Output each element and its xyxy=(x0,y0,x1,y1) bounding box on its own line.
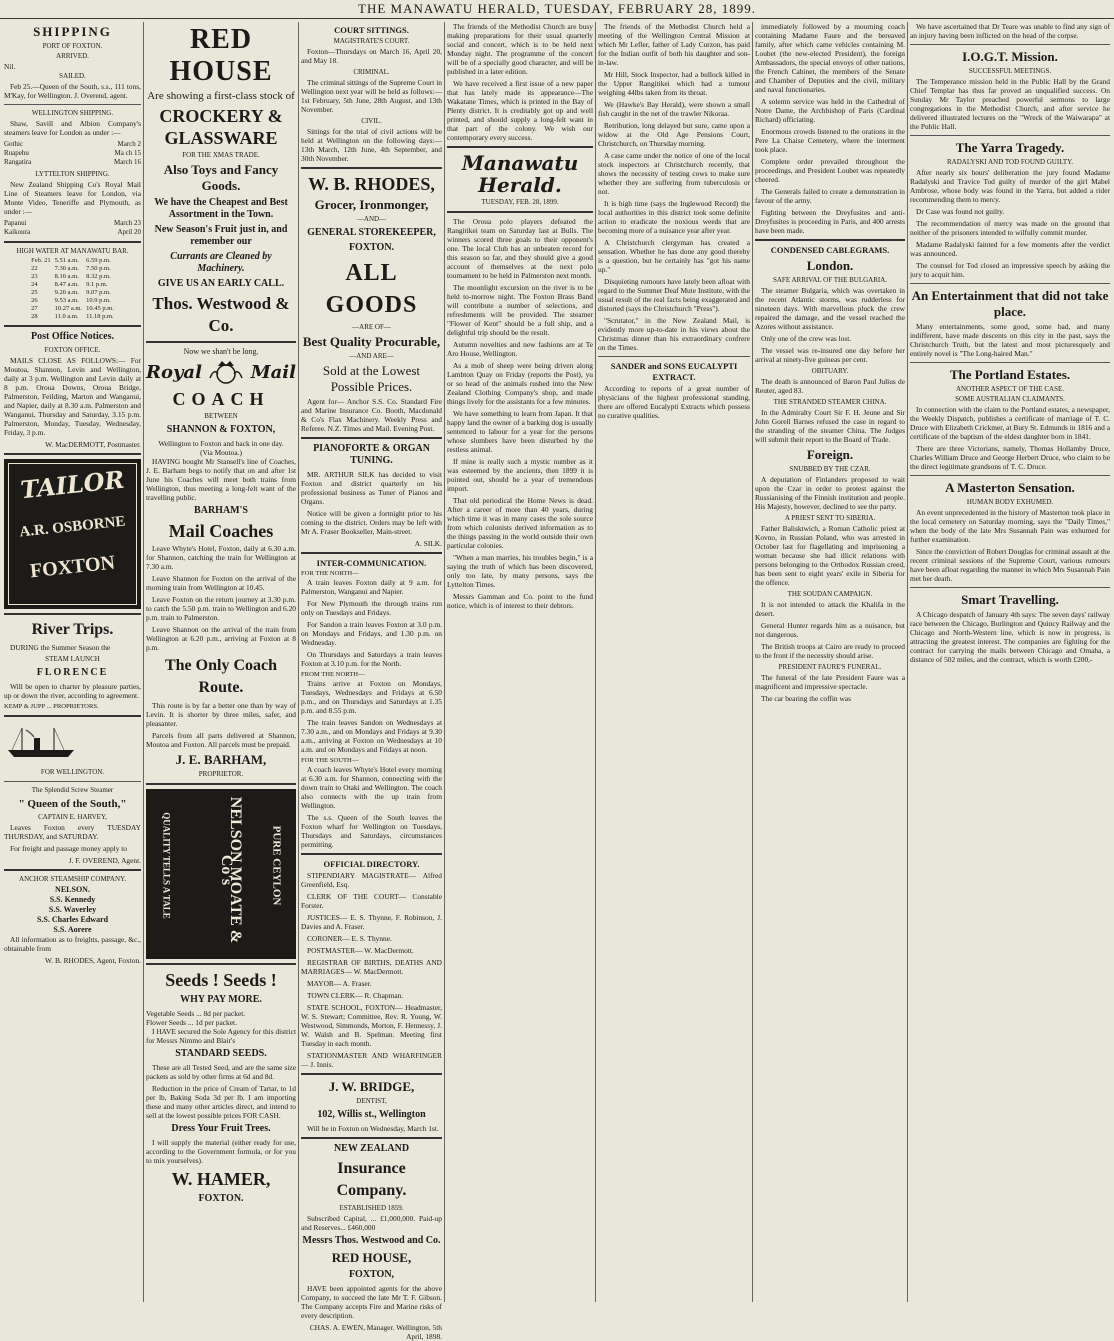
column-1 xyxy=(4,22,141,1302)
directory-entry: MAYOR— A. Fraser. xyxy=(307,979,372,988)
for-north-label: FOR THE NORTH— xyxy=(301,570,359,577)
inter-body: The train leaves Sandon on Wednesdays at 7.30 a.m., and on Mondays and Fridays at 9.30 a.m., arriving at Foxton on Wednesdays at 10 a.m. and on Mondays and Fridays at noon. xyxy=(301,718,442,754)
mail-coach-body: Leave Foxton on the return journey at 3.30 p.m. to catch the 5.50 p.m. train to Wellington and 6.20 p.m. train to Palmerston. xyxy=(146,595,296,622)
cheapest-line: We have the Cheapest and Best Assortment in the Town. xyxy=(154,197,288,220)
anchor-ship: S.S. Waverley xyxy=(48,905,97,914)
divider xyxy=(4,325,141,327)
divider xyxy=(146,963,296,965)
rhodes-agent: W. B. RHODES, Agent, Foxton. xyxy=(44,956,141,965)
inter-body: Trains arrive at Foxton on Mondays, Tuesdays, Wednesdays and Fridays at 6.50 p.m., and on Thursdays and Saturdays at 1.35 p.m. and 8.55 p.m. xyxy=(301,679,442,715)
table-row: Feb. 21 5.51 a.m. 6.59 p.m. xyxy=(31,257,111,264)
news-item: The moonlight excursion on the river is to be held to-morrow night. The Foxton Brass Band will contribute a number of selections, and refreshments will be provided. The steamer "Flower of Kent" should be a full ship, and a delightful trip should be the result. xyxy=(447,283,593,337)
capital-line: Subscribed Capital, ... £1,000,000. Paid-up and Reserves... £460,000 xyxy=(301,1214,442,1232)
mail-coach-body: Leave Whyte's Hotel, Foxton, daily at 6.30 a.m. for Shannon, catching the train for Wellington at 7.30 a.m. xyxy=(146,544,296,571)
postmaster-sign: W. MacDERMOTT, Postmaster. xyxy=(45,440,141,449)
news-item: Only one of the crew was lost. xyxy=(761,334,852,343)
for-wellington: FOR WELLINGTON. xyxy=(40,768,105,776)
london-heading: London. xyxy=(806,258,854,273)
divider xyxy=(4,453,141,455)
news-item: "Scrutator," in the New Zealand Mail, is evidently more up-to-date in his views about the Christmas dinner than his extraordinary confrere on the Times. xyxy=(598,316,750,352)
divider xyxy=(910,135,1110,136)
herald-date: TUESDAY, FEB. 28, 1899. xyxy=(481,198,559,206)
news-item: The counsel for Tod closed an impressive speech by asking the jury to acquit him. xyxy=(910,261,1110,279)
anchor-ship: S.S. Kennedy xyxy=(49,895,96,904)
queen-body: Leaves Foxton every TUESDAY THURSDAY, and SATURDAY. xyxy=(4,823,141,841)
reduction-body: Reduction in the price of Cream of Tartar, to 1d per lb, Baking Soda 3d per lb. I am importing these and many other articles direct, and intend to sell at the lowest possible prices FOR CASH. xyxy=(146,1084,296,1120)
news-item: A deputation of Finlanders proposed to wait upon the Czar in order to protest against the Russianising of the Finnish institution and people. His Majesty, however, declined to see the party. xyxy=(755,475,905,511)
anchor-ship: NELSON. xyxy=(55,885,90,894)
column-rule xyxy=(595,22,596,1302)
from-north-label: FROM THE NORTH— xyxy=(301,671,365,678)
directory-entry: JUSTICES— E. S. Thynne, F. Robinson, J. Davies and A. Fraser. xyxy=(301,913,442,931)
divider xyxy=(301,437,442,439)
sailed-body: Feb 25.—Queen of the South, s.s., 111 tons, M'Kay, for Wellington. J. Overend, agent. xyxy=(4,82,141,100)
table-row: 28 11.0 a.m. 11.18 p.m. xyxy=(31,313,114,320)
dress-trees-body: I will supply the material (either ready for use, according to the Government formula, or for you to mix yourselves). xyxy=(146,1138,296,1165)
news-item: The car bearing the coffin was xyxy=(761,694,851,703)
news-item: Many entertainments, some good, some bad, and many indifferent, have made descents on this city in the past, says the Christchurch Truth, but the latest and most picturesquely and entirely novel is "The Long-haired Man." xyxy=(910,322,1110,358)
hamer-name: W. HAMER, xyxy=(171,1169,271,1189)
column-rule xyxy=(298,22,299,1302)
news-item: A Chicago despatch of January 4th says: The seven days' railway race between the Chicago, Burlington and Quincy Railway and the Chicago and North-Western line, which is now in progress, is attracting the greatest interest. The companies are fighting for the contract for carrying the mails between Chicago and Omaha, a distance of 502 miles, and the contract, which is worth £200,- xyxy=(910,610,1110,664)
tailor-ad xyxy=(4,459,141,609)
faure-heading: PRESIDENT FAURE'S FUNERAL. xyxy=(778,663,882,671)
divider xyxy=(4,715,141,717)
arrived-body: Nil. xyxy=(4,62,16,71)
divider xyxy=(301,1137,442,1139)
flower-seeds-price: Flower Seeds ... 1d per packet. xyxy=(146,1018,237,1027)
news-item: "When a man marries, his troubles begin," is a saying the truth of which has been discovered, only too late, by many persons, says the Lyttelton Times. xyxy=(447,553,593,589)
post-office-sub: FOXTON OFFICE. xyxy=(44,346,101,354)
news-item: Retribution, long delayed but sure, came upon a widow at the Old Age Pensions Court, Christchurch, on Thursday morning. xyxy=(598,121,750,148)
bridge-body: Will be in Foxton on Wednesday, March 1st. xyxy=(307,1124,439,1133)
directory-entry: TOWN CLERK— R. Chapman. xyxy=(307,991,404,1000)
news-item: An event unprecedented in the history of Masterton took place in the local cemetery on Saturday morning, says the "Daily Times," when the body of the late Mrs Susannah Pain was exhumed for further examination. xyxy=(910,508,1110,544)
directory-entry: STIPENDIARY MAGISTRATE— Alfred Greenfield, Esq. xyxy=(301,871,442,889)
splendid-steamer: The Splendid Screw Steamer xyxy=(31,786,114,794)
news-item: We have ascertained that Dr Teare was unable to find any sign of an injury having been inflicted on the head of the corpse. xyxy=(910,22,1110,40)
royal-crest-icon xyxy=(208,358,244,386)
news-item: Autumn novelties and new fashions are at Te Aro House, Wellington. xyxy=(447,340,593,358)
divider xyxy=(146,783,296,785)
steamer-illustration xyxy=(4,724,78,762)
crockery-heading: CROCKERY & GLASSWARE xyxy=(159,106,283,148)
tide-table xyxy=(29,257,116,321)
news-item: The friends of the Methodist Church held a meeting of the Wellington Central Mission at which Mr Lefler, father of Lady Curzon, has paid for the Indian outfit of both his daughter and son-in-law. xyxy=(598,22,750,67)
news-item: The Generals failed to create a demonstration in favour of the army. xyxy=(755,187,905,205)
mail-coaches-heading: Mail Coaches xyxy=(168,521,274,541)
post-office-heading: Post Office Notices. xyxy=(30,331,115,342)
parcels-body: Parcels from all parts delivered at Shannon, Moutoa and Foxton. All parcels must be prepaid. xyxy=(146,731,296,749)
tested-body: These are all Tested Seed, and are the same size packets as sold by other firms at 6d and 8d. xyxy=(146,1063,296,1081)
news-item: Mr Hill, Stock Inspector, had a bullock killed in the Upper Rangitikei which had a tumour weighing 44lbs taken from its throat. xyxy=(598,70,750,97)
news-item: In connection with the claim to the Portland estates, a newspaper, the Weekly Dispatch, publishes a certificate of marriage of T. C. Druce with Elizabeth Crickmer, at Bury St. Edmunds in 1816 and a certificate of the baptism of the eldest daughter born in 1841. xyxy=(910,405,1110,441)
divider xyxy=(910,587,1110,588)
news-item: A Christchurch clergyman has created a sensation. Whether he has done any good thereby is a question, but he certainly has "got his name up." xyxy=(598,238,750,274)
divider xyxy=(447,146,593,148)
anchor-ship: S.S. Charles Edward xyxy=(36,915,109,924)
news-item: After nearly six hours' deliberation the jury found Madame Radalyski and Travice Tod guilty of murder of the girl Mabel Ambrose, whose body was found in the Yarra, but added a rider recommending them to mercy. xyxy=(910,168,1110,204)
portland-heading: The Portland Estates. xyxy=(949,367,1071,382)
agent-list: Agent for— Anchor S.S. Co. Standard Fire and Marine Insurance Co. Booth, Macdonald & Co's Flax Machinery. Weekly Press and Referee. N.Z. Times and Mail. Evening Post. xyxy=(301,397,442,433)
directory-entry: CLERK OF THE COURT— Constable Forster. xyxy=(301,892,442,910)
currants-line: Currants are Cleaned by Machinery. xyxy=(170,251,272,274)
divider xyxy=(4,104,141,105)
divider xyxy=(4,781,141,782)
nelson-tea-ad xyxy=(146,789,296,959)
entertainment-heading: An Entertainment that did not take place. xyxy=(911,288,1109,319)
court-heading: COURT SITTINGS. xyxy=(334,25,409,35)
tailor-town: FOXTON xyxy=(28,551,116,583)
inter-body: A train leaves Foxton daily at 9 a.m. for Palmerston, Wanganui and Napier. xyxy=(301,578,442,596)
magistrate-heading: MAGISTRATE'S COURT. xyxy=(333,37,410,45)
column-2 xyxy=(146,22,296,1302)
pianoforte-body: MR. ARTHUR SILK has decided to visit Foxton and district quarterly on his professional business as Tuner of Pianos and Organs. xyxy=(301,470,442,506)
nelson-tea-brand: NELSON MOATE & Co's xyxy=(218,796,244,944)
proprietor: PROPRIETOR. xyxy=(198,770,244,778)
between-word: BETWEEN xyxy=(204,412,238,420)
anchor-ship: S.S. Aorere xyxy=(53,925,92,934)
divider xyxy=(910,475,1110,476)
foxton-line-2: FOXTON, xyxy=(348,1269,395,1280)
eucalypti-body: According to reports of a great number of physicians of the highest professional standing, there are offered Eucalypti Extracts which possess no curative qualities. xyxy=(598,384,750,420)
are-of-line: —ARE OF— xyxy=(352,323,391,331)
only-coach-route-heading: The Only Coach Route. xyxy=(164,657,277,696)
column-7 xyxy=(910,22,1110,1302)
ship-row: Papanui March 23 xyxy=(4,219,141,227)
directory-entry: CORONER— E. S. Thynne. xyxy=(307,934,392,943)
divider xyxy=(301,853,442,855)
via-moutoa: (Via Moutoa.) xyxy=(200,448,242,457)
news-item: immediately followed by a mourning coach containing Madame Faure and the bereaved family, after which came vehicles containing M. Loubet (the new-elected President), the foreign Ambassadors, the special envoys of other nations, the French Cabinet, the members of the Senate and Chamber of Deputies and the civil, military and naval functionaries. xyxy=(755,22,905,94)
divider xyxy=(447,211,593,213)
coach-body: Wellington to Foxton and back in one day. xyxy=(158,439,284,448)
coach-route: SHANNON & FOXTON, xyxy=(166,424,276,435)
nz-label: NEW ZEALAND xyxy=(333,1143,410,1154)
divider xyxy=(146,341,296,343)
foxton-line: FOXTON. xyxy=(348,242,395,253)
directory-entry: POSTMASTER— W. MacDermott. xyxy=(307,946,414,955)
iogt-heading: I.O.G.T. Mission. xyxy=(962,49,1058,64)
news-item: The friends of the Methodist Church are busy making preparations for their usual quarterly social and concert, which is to be held next Monday night. The programme of the concert will be of a specially good character, and will be published in a later edition. xyxy=(447,22,593,76)
veg-seeds-price: Vegetable Seeds ... 8d per packet. xyxy=(146,1009,246,1018)
divider xyxy=(301,552,442,554)
portland-sub: ANOTHER ASPECT OF THE CASE. xyxy=(955,385,1065,393)
messrs-line: Messrs Thos. Westwood and Co. xyxy=(302,1235,441,1246)
inter-body: A coach leaves Whyte's Hotel every morning at 6.30 a.m. for Shannon, connecting with the down train to Otaki and Wellington. The coach also connects with the up train from Wellington. xyxy=(301,765,442,810)
nelson-tea-line: QUALITY TELLS A TALE xyxy=(161,812,172,919)
mail-word: Mail xyxy=(250,361,296,383)
grocer-line: Grocer, Ironmonger, xyxy=(314,197,429,212)
news-item: Father Balisktwich, a Roman Catholic priest at Kovno, in Russian Poland, who was arrested in October last for flagellating and imprisoning a woman because she had illicit relations with persons belonging to the Orthodox Russian creed, has been sent to eight years' exile in Siberia for the offence. xyxy=(755,524,905,587)
ship-row: Ruapehu Ma ch 15 xyxy=(4,149,141,157)
hamer-place: FOXTON. xyxy=(198,1193,244,1204)
rhodes-heading: W. B. RHODES, xyxy=(308,174,435,194)
lyttelton-heading: LYTTELTON SHIPPING. xyxy=(35,170,110,178)
news-item: We have received a first issue of a new paper that has lately made its appearance—The Wakatane Times, which is printed in the Bay of Plenty district. It is creditably got up and well printed, and should supply a long-felt want in that part of the colony. We wish our contemporary every success. xyxy=(447,79,593,142)
column-rule xyxy=(752,22,753,1302)
sold-line: Sold at the Lowest Possible Prices. xyxy=(322,363,421,394)
lyttelton-body: New Zealand Shipping Co's Royal Mail Line of Steamers leave for London, via Monte Video, Teneriffe and Plymouth, as under :— xyxy=(4,180,141,216)
willis-address: 102, Willis st., Wellington xyxy=(317,1109,426,1120)
news-item: The funeral of the late President Faure was a magnificent and impressive spectacle. xyxy=(755,673,905,691)
bulgaria-heading: SAFE ARRIVAL OF THE BULGARIA. xyxy=(772,276,888,284)
travelling-heading: Smart Travelling. xyxy=(961,592,1059,607)
news-item: If mine is really such a mystic number as it was esteemed by the ancients, then 1899 it is pointed out, should be a year of tremendous import. xyxy=(447,457,593,493)
civil-heading: CIVIL. xyxy=(361,117,382,125)
column-rule xyxy=(143,22,144,1302)
table-row: 24 8.47 a.m. 9.1 p.m. xyxy=(31,281,108,288)
barhams-word: BARHAM'S xyxy=(194,505,248,516)
red-house-showing: Are showing a first-class stock of xyxy=(147,90,295,102)
masterton-sub: HUMAN BODY EXHUMED. xyxy=(966,498,1054,506)
directory-entry: STATE SCHOOL, FOXTON— Headmaster, W. S. Stewart; Committee, Rev. R. Young, W. Westwood, Simmonds, Morton, F. Hennessy, J. W. Walsh and B. Spelman. Meeting first Tuesday in each month. xyxy=(301,1003,442,1048)
news-item: Disquieting rumours have lately been afloat with regard to the Summer Deaf Mute Institute, with the usual result of the real facts being exaggerated and distorted (says the Christchurch "Press"). xyxy=(598,277,750,313)
news-item: We (Hawke's Bay Herald), were shown a small fish caught in the net of the trawler Nikoraa. xyxy=(598,100,750,118)
news-item: Dr Case was found not guilty. xyxy=(916,207,1005,216)
news-item: We have something to learn from Japan. It that happy land the owner of a barking dog is usually sentenced to labour for a year for the persons whose slumbers have been disturbed by the restless animal. xyxy=(447,409,593,454)
column-5 xyxy=(598,22,750,1302)
news-item: It is high time (says the Inglewood Record) the local authorities in this district took some definite action to eradicate the noxious weeds that are becoming more of a nuisance year after year. xyxy=(598,199,750,235)
royal-word: Royal xyxy=(146,361,202,383)
news-item: The recommendation of mercy was made on the ground that neither of the prisoners intended to wilfully commit murder. xyxy=(910,219,1110,237)
kemp-jupp: KEMP & JUPP ... PROPRIETORS. xyxy=(4,703,99,710)
river-trips-body: DURING the Summer Season the xyxy=(10,643,111,652)
dress-trees-heading: Dress Your Fruit Trees. xyxy=(171,1123,271,1134)
czar-heading: SNUBBED BY THE CZAR. xyxy=(789,465,871,473)
westwood-name: Thos. Westwood & Co. xyxy=(152,294,290,335)
news-item: The British troops at Cairo are ready to proceed to the front if the necessity should arise. xyxy=(755,642,905,660)
shan-t-be-long: Now we shan't be long. xyxy=(183,347,259,356)
news-item: Since the conviction of Robert Douglas for criminal assault at the recent criminal sessions of the Supreme Court, various rumours have been afloat regarding the manner in which Mrs Susannah Pain met her death. xyxy=(910,547,1110,583)
portland-sub-2: SOME AUSTRALIAN CLAIMANTS. xyxy=(955,395,1065,403)
steam-launch: STEAM LAUNCH xyxy=(45,655,100,663)
wellington-shipping-heading: WELLINGTON SHIPPING. xyxy=(31,109,114,117)
why-pay-more: WHY PAY MORE. xyxy=(180,994,262,1005)
established-line: ESTABLISHED 1859. xyxy=(339,1204,404,1212)
news-item: In the Admiralty Court Sir F. H. Jeune and Sir John Gorell Barnes refused the case in regard to the stranding of the steamer China. The Judges will submit their report to the Board of Trade. xyxy=(755,408,905,444)
foreign-heading: Foreign. xyxy=(806,447,854,462)
insurance-heading: Insurance Company. xyxy=(336,1160,407,1199)
masterton-heading: A Masterton Sensation. xyxy=(945,480,1075,495)
china-heading: THE STRANDED STEAMER CHINA. xyxy=(773,398,887,406)
column-6 xyxy=(755,22,905,1302)
criminal-heading: CRIMINAL. xyxy=(353,68,390,76)
and-line: —AND— xyxy=(356,215,387,223)
toys-heading: Also Toys and Fancy Goods. xyxy=(163,162,279,193)
ship-row: Gothic March 2 xyxy=(4,140,141,148)
table-row: 26 9.53 a.m. 10.9 p.m. xyxy=(31,297,111,304)
column-3 xyxy=(301,22,442,1341)
tide-heading: HIGH WATER AT MANAWATU BAR. xyxy=(16,247,129,255)
news-item: The Temperance mission held in the Public Hall by the Grand Chief Templar has thus far proved an unqualified success. On Sunday Mr Taylor preached powerful sermons to large congregations in the Methodist Church, and after service he delivered illustrated lectures on the "Wreck of the Waiwarapa" at the Public Hall. xyxy=(910,77,1110,131)
news-item: Madame Radalyski fainted for a few moments after the verdict was announced. xyxy=(910,240,1110,258)
fruit-line: New Season's Fruit just in, and remember our xyxy=(154,224,288,247)
priest-heading: A PRIEST SENT TO SIBERIA. xyxy=(784,514,876,522)
all-goods-heading: ALL GOODS xyxy=(325,260,418,318)
table-row: 22 7.30 a.m. 7.50 p.m. xyxy=(31,265,111,272)
news-item: The steamer Bulgaria, which was overtaken in the recent Atlantic storms, was rudderless for nineteen days. With marvellous pluck the crew repaired the damage, and the vessel reached the Azores without assistance. xyxy=(755,286,905,331)
masthead: THE MANAWATU HERALD, TUESDAY, FEBRUARY 28, 1899. xyxy=(0,0,1114,19)
freight-body: For freight and passage money apply to xyxy=(10,844,127,853)
mail-coach-body: Leave Shannon for Foxton on the arrival of the morning train from Wellington at 10.45. xyxy=(146,574,296,592)
tailor-name: A.R. OSBORNE xyxy=(18,513,127,541)
news-item: It is not intended to attack the Khalifa in the desert. xyxy=(755,600,905,618)
shipping-heading: SHIPPING xyxy=(33,24,112,39)
table-row: 23 8.10 a.m. 8.32 p.m. xyxy=(31,273,111,280)
divider xyxy=(755,239,905,241)
quality-line: Best Quality Procurable, xyxy=(302,334,441,349)
inter-communication-heading: INTER-COMMUNICATION. xyxy=(316,558,427,568)
barham-name: J. E. BARHAM, xyxy=(175,752,267,767)
criminal-body: The criminal sittings of the Supreme Court in Wellington next year will be held as follows:—1st February, 5th June, 28th August, and 13th November. xyxy=(301,78,442,114)
directory-entry: REGISTRAR OF BIRTHS, DEATHS AND MARRIAGES— W. MacDermott. xyxy=(301,958,442,976)
pianoforte-heading: PIANOFORTE & ORGAN TUNING. xyxy=(313,443,430,466)
port-heading: PORT OF FOXTON. xyxy=(42,42,103,50)
yarra-heading: The Yarra Tragedy. xyxy=(955,140,1065,155)
insurance-sign: CHAS. A. EWEN, Manager. Wellington, 5th April, 1898. xyxy=(309,1323,442,1341)
nelson-tea-pure: PURE CEYLON xyxy=(270,825,283,906)
florence-body: Will be open to charter by pleasure parties, up or down the river, according to agreement. xyxy=(4,682,141,700)
news-item: The Oroua polo players defeated the Rangitikei team on Saturday last at Bulls. The winners scored three goals to their opponent's one. The local Club has an unbeaten record for this season so far, and they should give a good account of themselves at the next polo tournament to be held in Palmerston next month. xyxy=(447,217,593,280)
red-house-line: RED HOUSE, xyxy=(331,1250,412,1265)
court-body: Foxton—Thursdays on March 16, April 20, and May 18. xyxy=(301,47,442,65)
directory-entry: STATIONMASTER AND WHARFINGER— J. Innis. xyxy=(301,1051,442,1069)
news-item: That old periodical the Home News is dead. After a career of more than 40 years, during which time it was in many cases the sole source from which colonists derived information as to the things passing in the world outside their own particular colonies. xyxy=(447,496,593,550)
sailed-heading: SAILED. xyxy=(59,72,86,80)
ship-row: Rangatira March 16 xyxy=(4,158,141,166)
for-south-label: FOR THE SOUTH— xyxy=(301,757,359,764)
yarra-sub: RADALYSKI AND TOD FOUND GUILTY. xyxy=(946,158,1074,166)
overend-agent: J. F. OVEREND, Agent. xyxy=(68,856,141,865)
silk-sign: A. SILK. xyxy=(414,539,442,548)
divider xyxy=(301,1073,442,1075)
column-rule xyxy=(907,22,908,1302)
table-row: 25 9.20 a.m. 9.07 p.m. xyxy=(31,289,111,296)
seeds-heading: Seeds ! Seeds ! xyxy=(165,970,277,990)
eucalypti-heading: SANDER and SONS EUCALYPTI EXTRACT. xyxy=(610,361,738,382)
divider xyxy=(598,356,750,357)
red-house-heading: RED HOUSE xyxy=(169,24,273,87)
directory-heading: OFFICIAL DIRECTORY. xyxy=(323,859,420,869)
inter-body: For New Plymouth the through trains run only on Tuesdays and Fridays. xyxy=(301,599,442,617)
pianoforte-body: Notice will be given a fortnight prior to his coming to the district. Orders may be left with Mr A. Fraser Bookseller, Main-street. xyxy=(301,509,442,536)
storekeeper-line: GENERAL STOREKEEPER, xyxy=(307,227,436,238)
news-item: There are three Victorians, namely, Thomas Hollamby Druce, Charles William Druce and George Herbert Druce, who claim to be the direct legitimate grandsons of T. C. Druce. xyxy=(910,444,1110,471)
post-office-body: MAILS CLOSE AS FOLLOWS:— For Moutoa, Shannon, Levin and Wellington, daily at 3 p.m. Wellington and Levin daily at 8 p.m. Oroua Downs, Oroua Bridge, Palmerston, Feilding, Marton and Wanganui, and Napier, daily at 8.30 a.m. Palmerston and Wanganui, Thursday and Saturday, 3.15 p.m. Palmerston, Monday, Tuesday, Wednesday, Friday, 3 p.m. xyxy=(4,356,141,437)
anchor-company: ANCHOR STEAMSHIP COMPANY. xyxy=(19,875,126,883)
coach-word: COACH xyxy=(172,389,270,409)
divider xyxy=(4,613,141,615)
seeds-body: I HAVE secured the Sole Agency for this district for Messrs Nimmo and Blair's xyxy=(146,1027,296,1045)
column-4 xyxy=(447,22,593,1302)
news-item: As a mob of sheep were being driven along Lambton Quay on Friday (reports the Post), yu or so head of the animals rushed into the New Zealand Clothing Company's shop, and made things lively for the assistants for a few minutes. xyxy=(447,361,593,406)
barham-body: HAVING bought Mr Stansell's line of Coaches, J. E. Barham begs to notify that on and after 1st June his Coaches will meet both trains from Wellington, thus meeting a long-felt want of the travelling public. xyxy=(146,457,296,502)
civil-body: Sittings for the trial of civil actions will be held at Wellington on the following days:—13th March, 12th June, 4th September, and 30th November. xyxy=(301,127,442,163)
inter-body: The s.s. Queen of the South leaves the Foxton wharf for Wellington on Tuesdays, Thursdays and Saturdays, circumstances permitting. xyxy=(301,813,442,849)
early-call-line: GIVE US AN EARLY CALL. xyxy=(157,278,285,289)
soudan-heading: THE SOUDAN CAMPAIGN. xyxy=(787,590,873,598)
dentist-label: DENTIST, xyxy=(356,1097,387,1105)
and-are-line: —AND ARE— xyxy=(349,352,394,360)
news-item: General Hunter regards him as a nuisance, but not dangerous. xyxy=(755,621,905,639)
divider xyxy=(910,44,1110,45)
divider xyxy=(301,167,442,169)
ship-row: Kaikoura April 20 xyxy=(4,228,141,236)
florence-name: FLORENCE xyxy=(36,667,109,678)
column-rule xyxy=(444,22,445,1302)
bridge-name: J. W. BRIDGE, xyxy=(328,1079,415,1094)
mail-coach-body: Leave Shannon on the arrival of the train from Wellington at 6.20 p.m., arriving at Foxton at 8 p.m. xyxy=(146,625,296,652)
table-row: 27 10.27 a.m. 10.45 p.m. xyxy=(31,305,114,312)
news-item: Fighting between the Dreyfusites and anti-Dreyfusites is proceeding in Paris, and 400 arrests have been made. xyxy=(755,208,905,235)
news-item: Enormous crowds listened to the orations in the Pere La Chaise Cemetery, where the interment took place. xyxy=(755,127,905,154)
news-item: Messrs Gamman and Co. point to the fund notice, which is of interest to their debtors. xyxy=(447,592,593,610)
tailor-word: TAILOR xyxy=(19,464,126,505)
royal-mail-row xyxy=(146,358,296,386)
news-item: The vessel was re-insured one day before her arrival at ninety-five guineas per cent. xyxy=(755,346,905,364)
arrived-heading: ARRIVED. xyxy=(56,52,89,60)
xmas-trade: FOR THE XMAS TRADE. xyxy=(182,151,260,159)
divider xyxy=(4,241,141,243)
anchor-body: All information as to freights, passage, &c., obtainable from xyxy=(4,935,141,953)
inter-body: On Thursdays and Saturdays a train leaves Foxton at 3.10 p.m. for the North. xyxy=(301,650,442,668)
divider xyxy=(910,362,1110,363)
inter-body: For Sandon a train leaves Foxton at 3.0 p.m. on Mondays and Fridays, and 1.30 p.m. on Wednesday. xyxy=(301,620,442,647)
divider xyxy=(4,869,141,871)
iogt-sub: SUCCESSFUL MEETINGS. xyxy=(968,67,1052,75)
obituary-heading: OBITUARY. xyxy=(811,367,849,375)
insurance-body: HAVE been appointed agents for the above Company, to succeed the late Mr T. F. Gibson. The Company accepts Fire and Marine risks of every description. xyxy=(301,1284,442,1320)
news-item: Complete order prevailed throughout the proceedings, and President Loubet was repeatedly cheered. xyxy=(755,157,905,184)
cablegrams-heading: CONDENSED CABLEGRAMS. xyxy=(770,245,890,255)
news-item: The death is announced of Baron Paul Julius de Reuter, aged 83. xyxy=(755,377,905,395)
only-coach-body: This route is by far a better one than by way of Levin. It is shorter by three miles, safer, and pleasanter. xyxy=(146,701,296,728)
captain: CAPTAIN E. HARVEY, xyxy=(38,813,107,821)
divider xyxy=(910,283,1110,284)
news-item: A solemn service was held in the Cathedral of Notre Dame, the Archbishop of Paris (Cardinal Richard) officiating. xyxy=(755,97,905,124)
news-item: A case came under the notice of one of the local stock inspectors at Christchurch recently, that shows the necessity of testing cows to make sure whether they are suffering from tuberculosis or not. xyxy=(598,151,750,196)
wellington-shipping-body: Shaw, Savill and Albion Company's steamers leave for London as under :— xyxy=(4,119,141,137)
herald-nameplate: Manawatu Herald. xyxy=(461,151,579,197)
standard-seeds: STANDARD SEEDS. xyxy=(175,1048,267,1059)
queen-of-the-south: " Queen of the South," xyxy=(18,798,127,810)
river-trips-heading: River Trips. xyxy=(31,621,114,638)
